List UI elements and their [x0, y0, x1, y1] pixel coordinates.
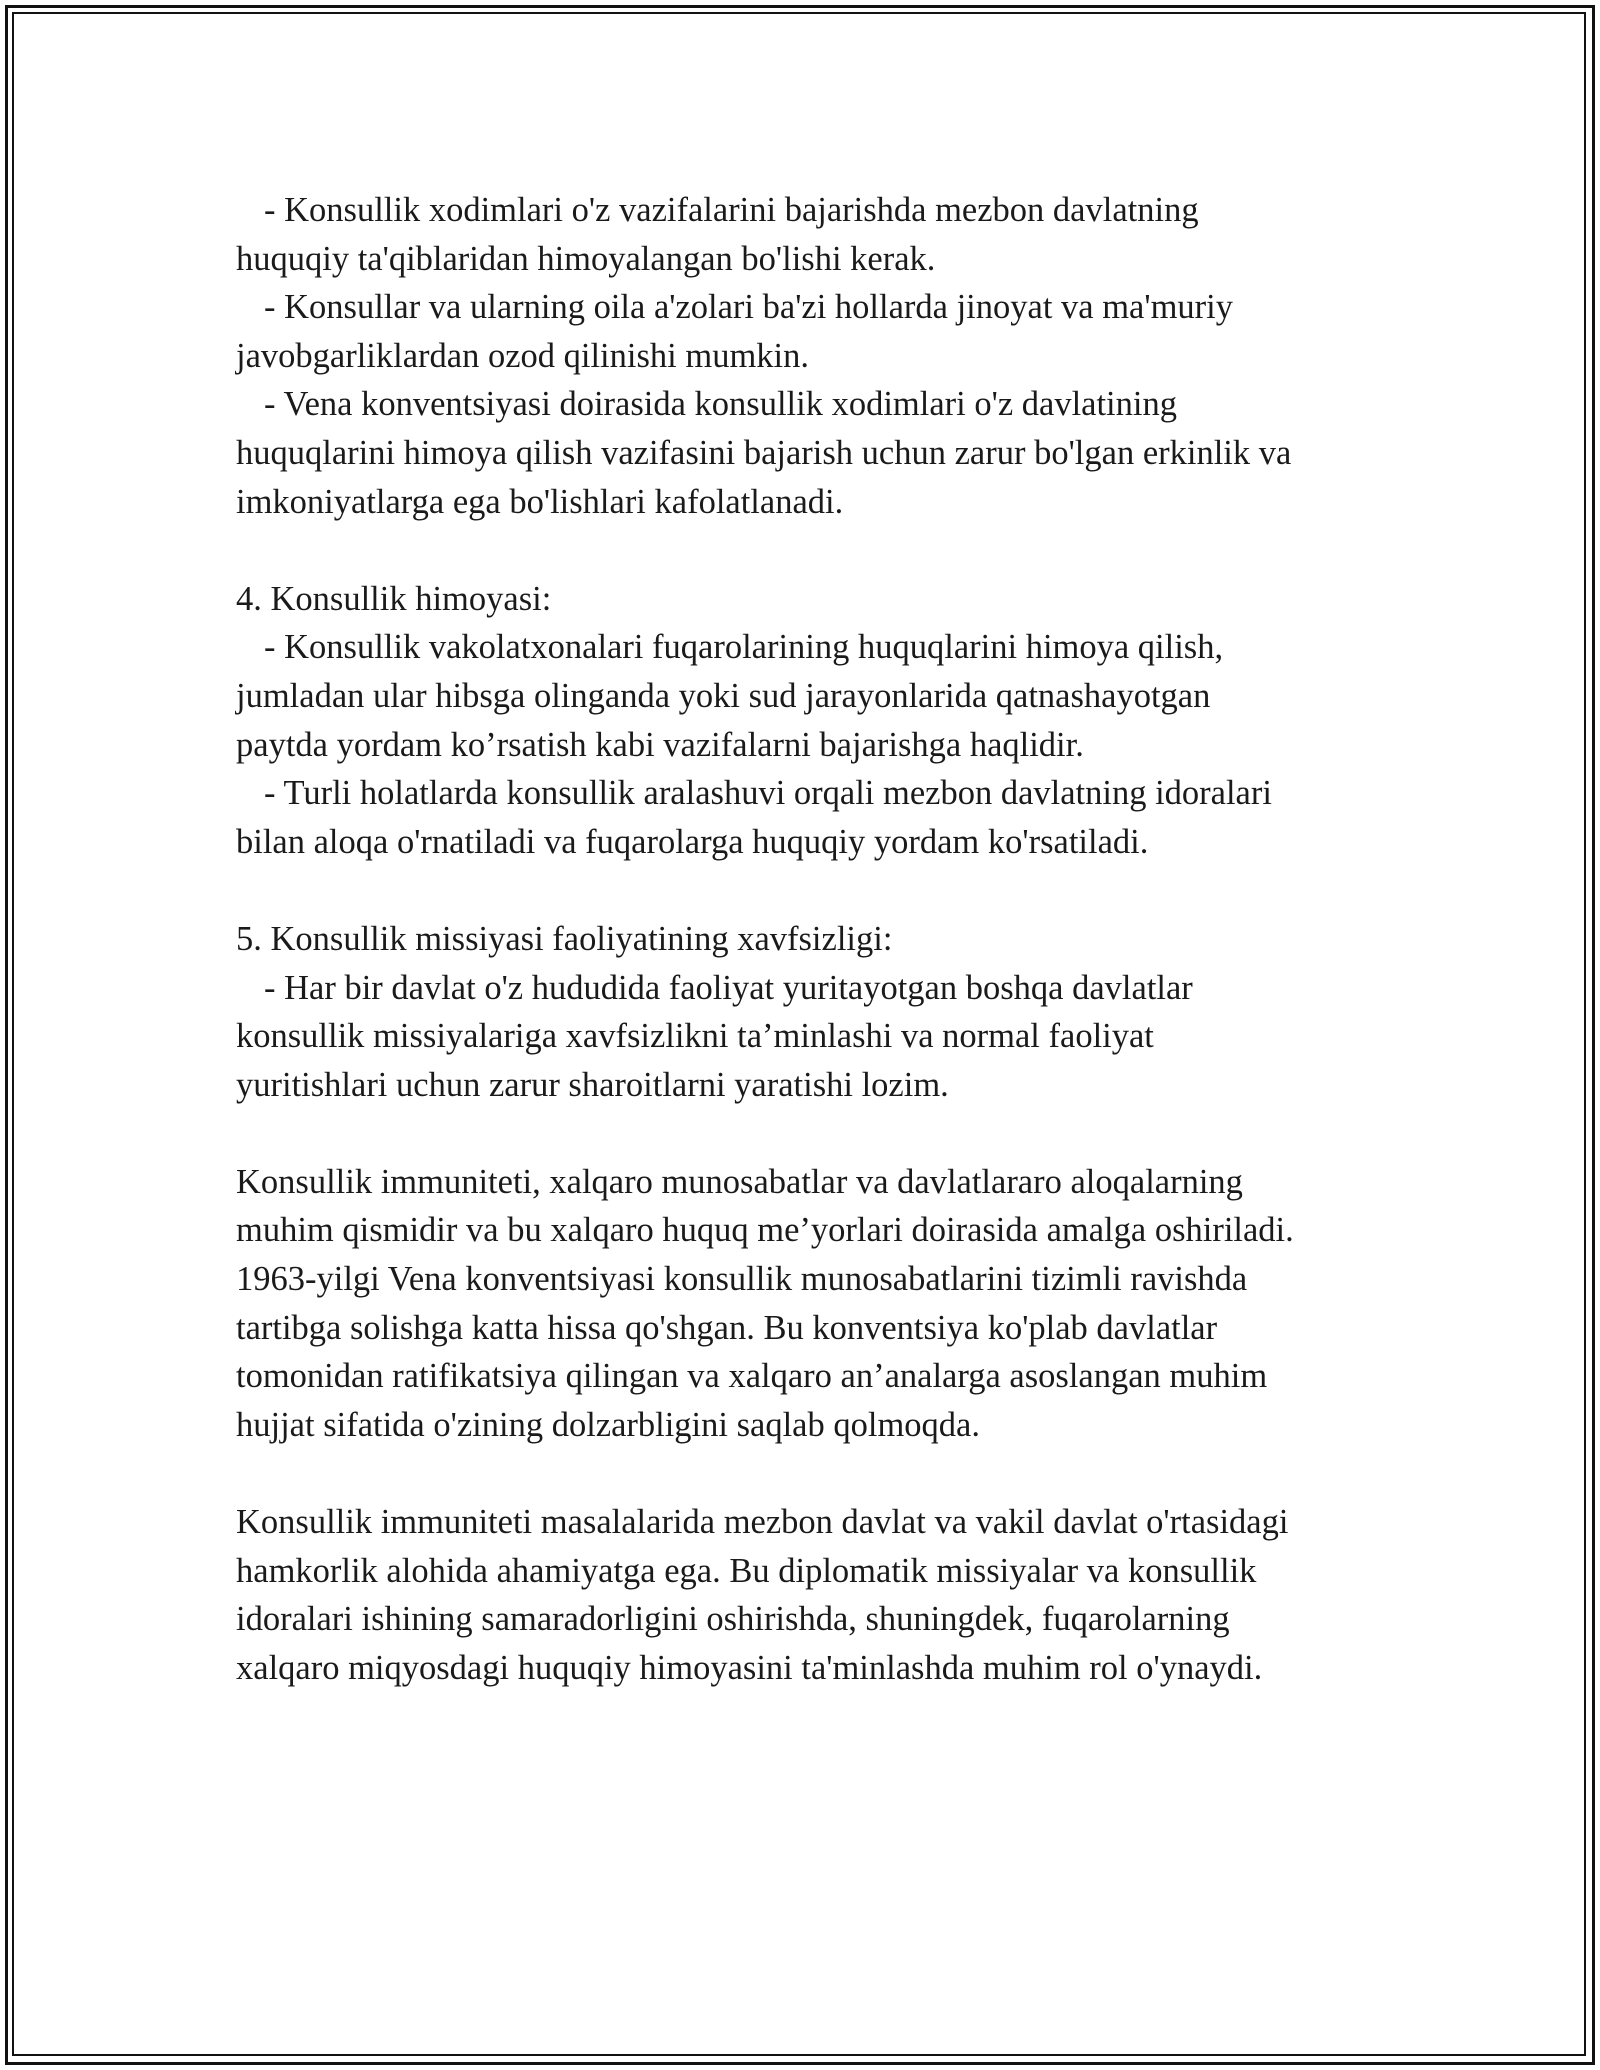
line: - Har bir davlat o'z hududida faoliyat yuritayotgan boshqa davlatlar — [264, 968, 1193, 1007]
line: yuritishlari uchun zarur sharoitlarni yaratishi lozim. — [236, 1065, 949, 1104]
section-heading: 5. Konsullik missiyasi faoliyatining xavfsizligi: — [236, 919, 893, 958]
line: hujjat sifatida o'zining dolzarbligini saqlab qolmoqda. — [236, 1405, 980, 1444]
line: - Konsullik vakolatxonalari fuqarolarining huquqlarini himoya qilish, — [264, 628, 1224, 667]
line: paytda yordam ko’rsatish kabi vazifalarni bajarishga haqlidir. — [236, 725, 1084, 764]
list-item — [236, 623, 1366, 769]
list-item — [236, 380, 1366, 526]
line: - Vena konventsiyasi doirasida konsullik xodimlari o'z davlatining — [264, 385, 1177, 424]
line: Konsullik immuniteti, xalqaro munosabatlar va davlatlararo aloqalarning — [236, 1162, 1243, 1201]
spacer — [236, 1449, 1366, 1498]
line: - Turli holatlarda konsullik aralashuvi orqali mezbon davlatning idoralari — [264, 774, 1272, 813]
list-item — [236, 964, 1366, 1110]
line: muhim qismidir va bu xalqaro huquq me’yorlari doirasida amalga oshiriladi. — [236, 1211, 1294, 1250]
line: tartibga solishga katta hissa qo'shgan. Bu konventsiya ko'plab davlatlar — [236, 1308, 1218, 1347]
document-body — [236, 186, 1366, 1692]
line: 1963-yilgi Vena konventsiyasi konsullik munosabatlarini tizimli ravishda — [236, 1260, 1248, 1299]
line: - Konsullar va ularning oila a'zolari ba'zi hollarda jinoyat va ma'muriy — [264, 288, 1233, 327]
line: - Konsullik xodimlari o'z vazifalarini bajarishda mezbon davlatning — [264, 191, 1199, 229]
paragraph — [236, 1498, 1366, 1692]
line: javobgarliklardan ozod qilinishi mumkin. — [236, 336, 809, 375]
spacer — [236, 1109, 1366, 1158]
line: konsullik missiyalariga xavfsizlikni ta’minlashi va normal faoliyat — [236, 1017, 1154, 1056]
line: jumladan ular hibsga olinganda yoki sud jarayonlarida qatnashayotgan — [236, 676, 1211, 715]
list-item — [236, 769, 1366, 866]
spacer — [236, 866, 1366, 915]
list-item — [236, 186, 1366, 283]
line: imkoniyatlarga ega bo'lishlari kafolatlanadi. — [236, 482, 844, 521]
list-item — [236, 283, 1366, 380]
spacer — [236, 526, 1366, 575]
section-heading: 4. Konsullik himoyasi: — [236, 579, 552, 618]
paragraph — [236, 1158, 1366, 1450]
line: hamkorlik alohida ahamiyatga ega. Bu diplomatik missiyalar va konsullik — [236, 1551, 1257, 1590]
line: Konsullik immuniteti masalalarida mezbon davlat va vakil davlat o'rtasidagi — [236, 1503, 1289, 1542]
line: idoralari ishining samaradorligini oshirishda, shuningdek, fuqarolarning — [236, 1600, 1230, 1639]
line: bilan aloqa o'rnatiladi va fuqarolarga huquqiy yordam ko'rsatiladi. — [236, 822, 1149, 861]
line: xalqaro miqyosdagi huquqiy himoyasini ta'minlashda muhim rol o'ynaydi. — [236, 1648, 1263, 1687]
line: huquqlarini himoya qilish vazifasini bajarish uchun zarur bo'lgan erkinlik va — [236, 433, 1292, 472]
line: tomonidan ratifikatsiya qilingan va xalqaro an’analarga asoslangan muhim — [236, 1357, 1268, 1396]
line: huquqiy ta'qiblaridan himoyalangan bo'lishi kerak. — [236, 239, 936, 278]
